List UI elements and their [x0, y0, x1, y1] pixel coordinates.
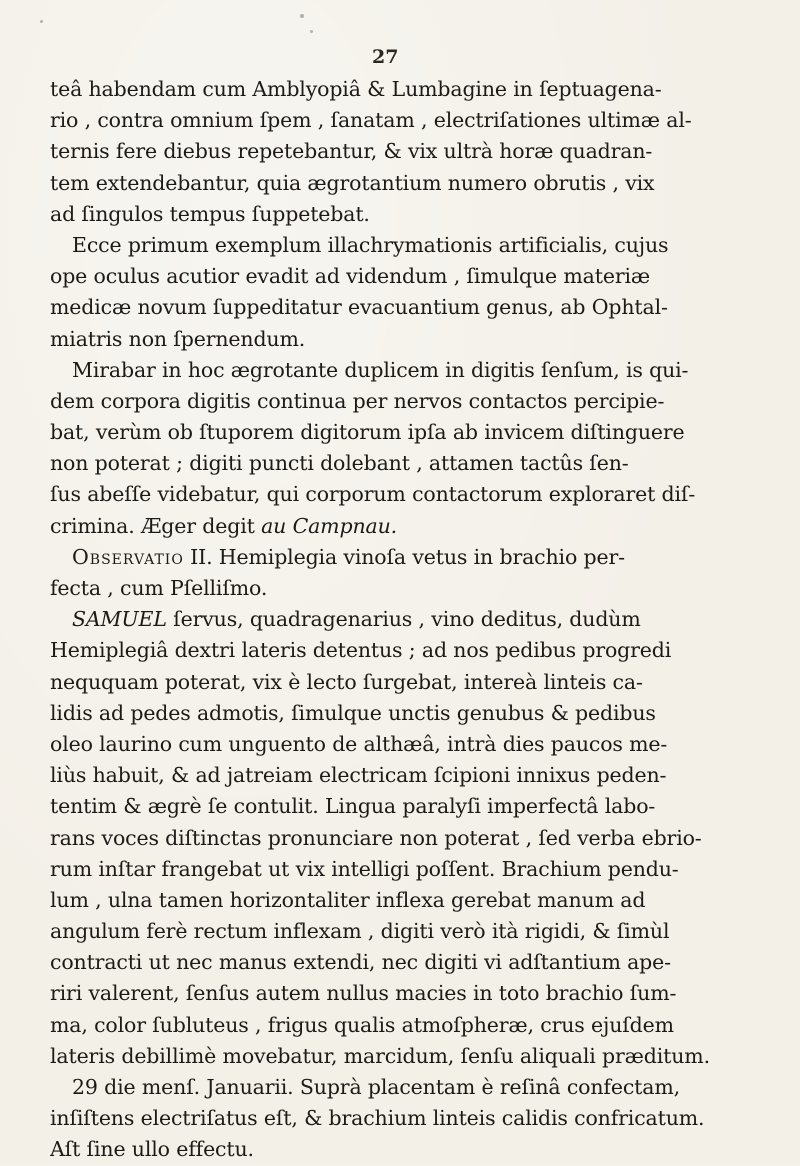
text-line: liùs habuit, & ad jatreiam electricam ſcipioni innixus peden- [50, 763, 667, 788]
observation-label: Observatio [72, 544, 184, 569]
paper-speck [310, 30, 313, 33]
page-number: 27 [372, 46, 399, 68]
text-line: rum inſtar frangebat ut vix intelligi poſſent. Brachium pendu- [50, 856, 679, 881]
text-line: bat, verùm ob ſtuporem digitorum ipſa ab invicem diſtinguere [50, 420, 685, 445]
text-line: miatris non ſpernendum. [50, 326, 306, 351]
text-line: angulum ferè rectum inflexam , digiti verò ità rigidi, & ſimùl [50, 919, 670, 944]
text-line: tentim & ægrè ſe contulit. Lingua paralyſi imperfectâ labo- [50, 794, 656, 819]
text-line: dem corpora digitis continua per nervos contactos percipie- [50, 388, 665, 413]
text-line: riri valerent, ſenſus autem nullus macies in toto brachio ſum- [50, 981, 677, 1006]
text-line: ope oculus acutior evadit ad videndum , ſimulque materiæ [50, 264, 651, 289]
text-line: neququam poterat, vix è lecto ſurgebat, intereà linteis ca- [50, 669, 643, 694]
text-line: medicæ novum ſuppeditatur evacuantium genus, ab Ophtal- [50, 295, 668, 320]
patient-name: SAMUEL [72, 607, 167, 632]
body-text [50, 74, 762, 1166]
text-line: contracti ut nec manus extendi, nec digiti vi adſtantium ape- [50, 950, 671, 975]
text-line: ad ſingulos tempus ſuppetebat. [50, 201, 370, 226]
text-line: lateris debillimè movebatur, marcidum, ſenſu aliquali præditum. [50, 1043, 710, 1068]
text-line: oleo laurino cum unguento de althæâ, intrà dies paucos me- [50, 731, 668, 756]
text-line: tem extendebantur, quia ægrotantium numero obrutis , vix [50, 170, 655, 195]
text-line: rans voces diſtinctas pronunciare non poterat , ſed verba ebrio- [50, 825, 702, 850]
paragraph-start-line: 29 die menſ. Januarii. Suprà placentam è reſinâ confectam, [72, 1075, 680, 1099]
text-line: Hemiplegiâ dextri lateris detentus ; ad nos pedibus progredi [50, 638, 672, 663]
place-name: au Campnau. [261, 513, 397, 538]
text-line: fecta , cum Pſelliſmo. [50, 576, 268, 600]
text-line: lum , ulna tamen horizontaliter inflexa gerebat manum ad [50, 887, 646, 912]
paper-speck [40, 20, 43, 23]
paragraph-start-line: Ecce primum exemplum illachrymationis artificialis, cujus [72, 232, 669, 257]
text-line: ternis fere diebus repetebantur, & vix ultrà horæ quadran- [50, 139, 653, 164]
text-line: crimina. Æger degit au Campnau. [50, 513, 397, 538]
text-line: non poterat ; digiti puncti dolebant , attamen tactûs ſen- [50, 451, 629, 476]
text-line: rio , contra omnium ſpem , ſanatam , electriſationes ultimæ al- [50, 108, 692, 133]
paragraph-start-line: Mirabar in hoc ægrotante duplicem in digitis ſenſum, is qui- [72, 357, 689, 382]
text-line: Aſt ſine ullo effectu. [50, 1137, 254, 1162]
text-line: lidis ad pedes admotis, ſimulque unctis genubus & pedibus [50, 700, 656, 725]
paragraph-start-line: SAMUEL ſervus, quadragenarius , vino deditus, dudùm [72, 607, 641, 632]
paper-speck [300, 14, 304, 18]
text-line: ma, color ſubluteus , frigus qualis atmoſpheræ, crus ejuſdem [50, 1012, 674, 1037]
text-line: teâ habendam cum Amblyopiâ & Lumbagine in ſeptuagena- [50, 77, 662, 101]
text-line: inſiſtens electriſatus eſt, & brachium linteis calidis confricatum. [50, 1106, 705, 1131]
observation-heading-line: Observatio II. Hemiplegia vinoſa vetus in brachio per- [72, 544, 625, 569]
text-line: ſus abeſſe videbatur, qui corporum contactorum exploraret diſ- [50, 482, 696, 507]
